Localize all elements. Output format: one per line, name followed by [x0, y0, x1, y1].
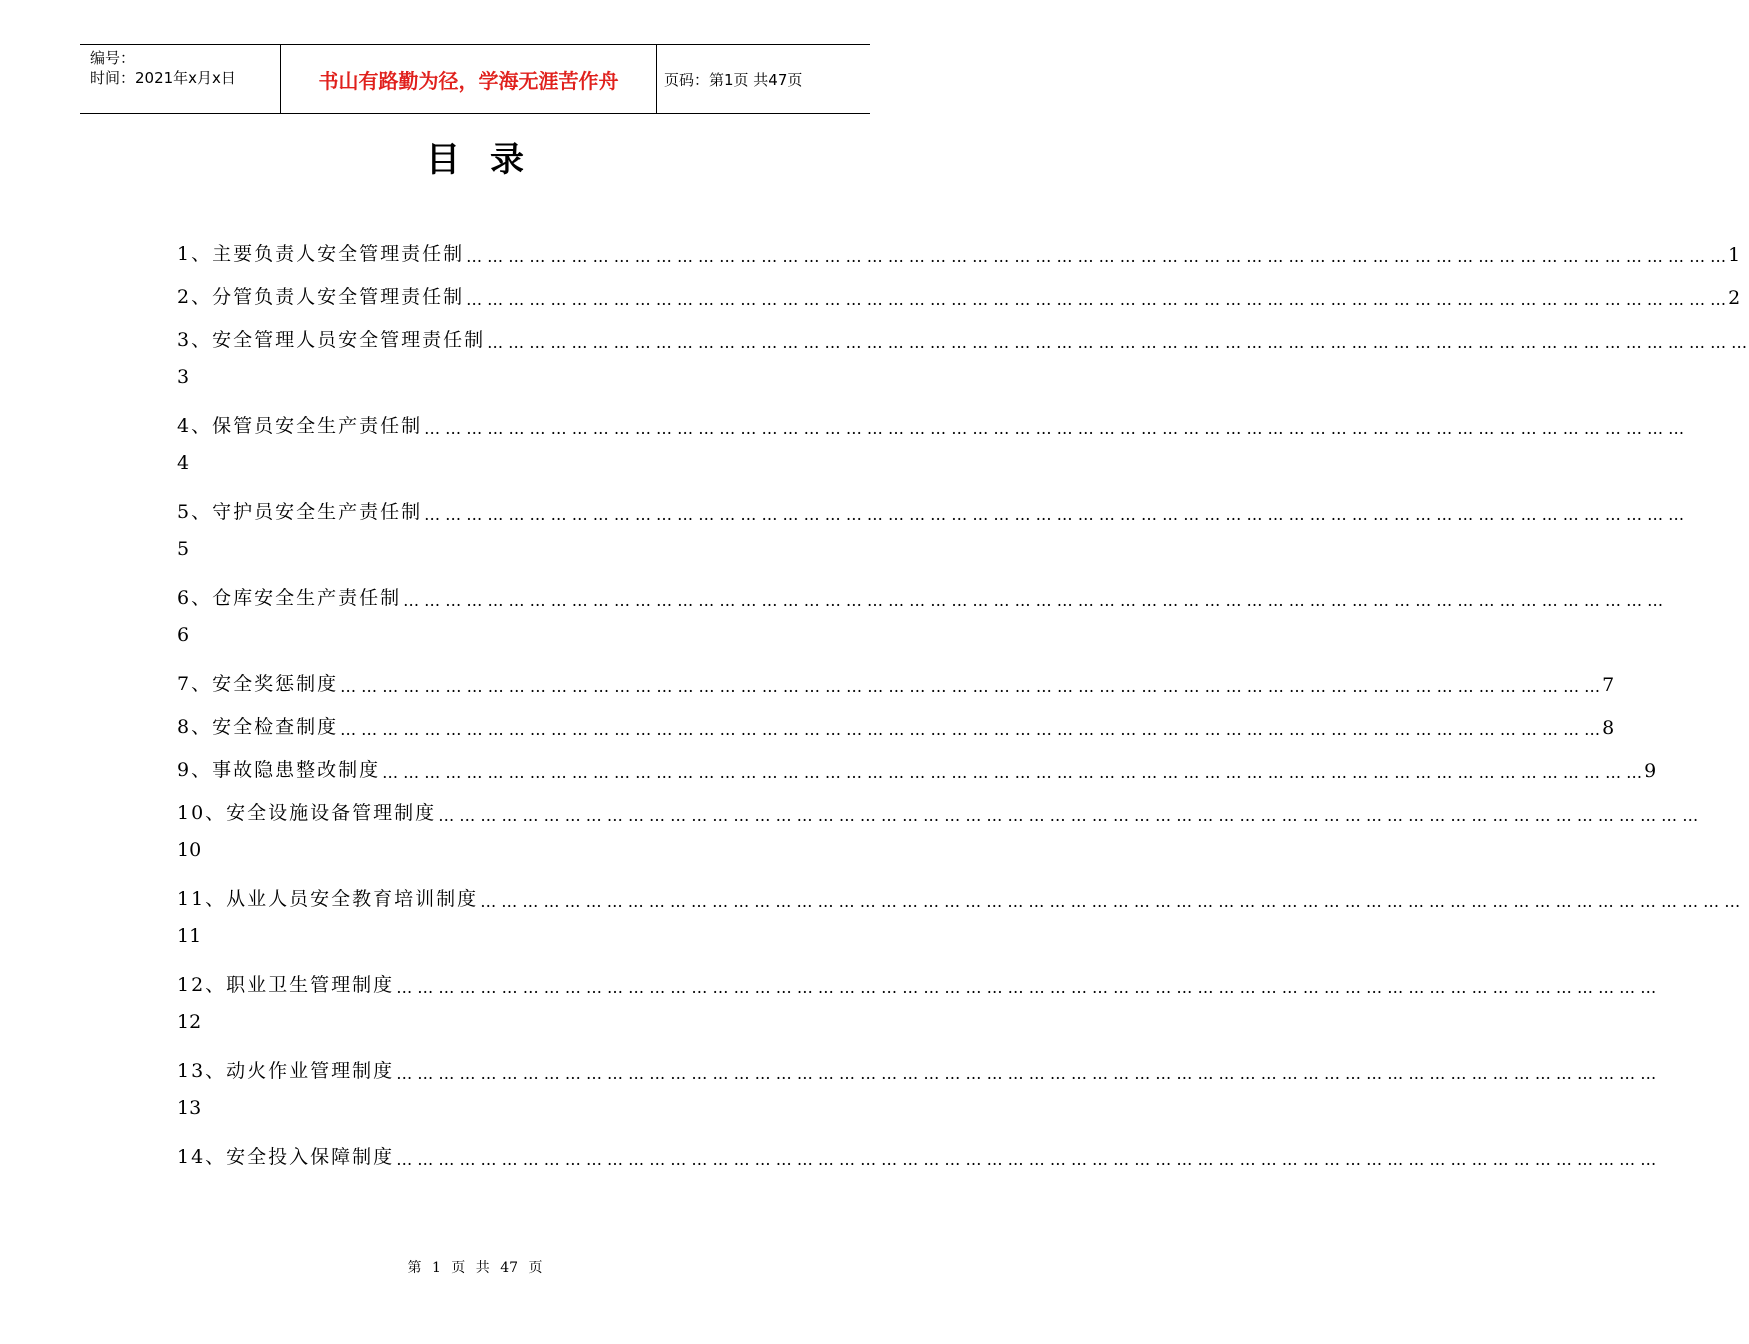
toc-entry[interactable]	[177, 881, 1741, 911]
toc-entry-page: 7	[1602, 674, 1615, 696]
toc-leader-dots: … … … … … … … … … … … … … … … … … … … … … … … … … … … … … … … … … … … … … … … … … … … … … … … … … … … … … … … … … … … …	[424, 419, 1685, 438]
toc-entry-label: 5、守护员安全生产责任制	[177, 501, 423, 523]
toc-entry[interactable]	[177, 408, 1685, 438]
toc-entry[interactable]	[177, 752, 1657, 782]
toc-entry-page: 6	[177, 624, 190, 646]
toc-entry-page: 10	[177, 839, 202, 861]
toc-entry-label: 4、保管员安全生产责任制	[177, 415, 423, 437]
toc-entry[interactable]	[177, 1053, 1657, 1083]
toc-leader-dots: … … … … … … … … … … … … … … … … … … … … … … … … … … … … … … … … … … … … … … … … … … … … … … … … … … … … … … … … … … … …	[396, 978, 1657, 997]
toc-entry-label: 12、职业卫生管理制度	[177, 974, 395, 996]
toc-entry-page: 2	[1728, 287, 1741, 309]
toc-entry[interactable]	[177, 709, 1615, 739]
toc-leader-dots: … … … … … … … … … … … … … … … … … … … … … … … … … … … … … … … … … … … … … … … … … … … … … … … … … … … … … … … … … … … …	[403, 591, 1664, 610]
toc-leader-dots: … … … … … … … … … … … … … … … … … … … … … … … … … … … … … … … … … … … … … … … … … … … … … … … … … … … … … … … … … … … …	[340, 720, 1601, 739]
toc-entry-page: 4	[177, 452, 190, 474]
toc-entry[interactable]	[177, 322, 1748, 352]
toc-leader-dots: … … … … … … … … … … … … … … … … … … … … … … … … … … … … … … … … … … … … … … … … … … … … … … … … … … … … … … … … … … … …	[466, 247, 1727, 266]
toc-entry-page: 8	[1602, 717, 1615, 739]
toc-entry-label: 2、分管负责人安全管理责任制	[177, 286, 465, 308]
toc-entry[interactable]	[177, 279, 1741, 309]
toc-entry-label: 11、从业人员安全教育培训制度	[177, 888, 479, 910]
header-motto: 书山有路勤为径，学海无涯苦作舟	[280, 45, 657, 113]
toc-entry-label: 14、安全投入保障制度	[177, 1146, 395, 1168]
page-footer: 第 1 页 共 47 页	[407, 1260, 543, 1276]
toc-leader-dots: … … … … … … … … … … … … … … … … … … … … … … … … … … … … … … … … … … … … … … … … … … … … … … … … … … … … … … … … … … … …	[396, 1150, 1657, 1169]
toc-entry[interactable]	[177, 494, 1685, 524]
toc-entry[interactable]	[177, 666, 1615, 696]
toc-entry[interactable]	[177, 236, 1741, 266]
toc-leader-dots: … … … … … … … … … … … … … … … … … … … … … … … … … … … … … … … … … … … … … … … … … … … … … … … … … … … … … … … … … … … …	[487, 333, 1748, 352]
toc-leader-dots: … … … … … … … … … … … … … … … … … … … … … … … … … … … … … … … … … … … … … … … … … … … … … … … … … … … … … … … … … … … …	[396, 1064, 1657, 1083]
doc-number-label: 编号：	[90, 49, 136, 67]
toc-leader-dots: … … … … … … … … … … … … … … … … … … … … … … … … … … … … … … … … … … … … … … … … … … … … … … … … … … … … … … … … … … … …	[466, 290, 1727, 309]
toc-entry-page: 9	[1644, 760, 1657, 782]
header-page-info: 页码：第1页 共47页	[664, 70, 803, 89]
toc-entry-page: 13	[177, 1097, 202, 1119]
toc-entry[interactable]	[177, 795, 1699, 825]
toc-entry[interactable]	[177, 967, 1657, 997]
doc-time-label: 时间：2021年x月x日	[90, 69, 236, 87]
toc-entry-label: 1、主要负责人安全管理责任制	[177, 243, 465, 265]
toc-leader-dots: … … … … … … … … … … … … … … … … … … … … … … … … … … … … … … … … … … … … … … … … … … … … … … … … … … … … … … … … … … … …	[340, 677, 1601, 696]
toc-entry-label: 8、安全检查制度	[177, 716, 339, 738]
toc-entry-page: 11	[177, 925, 202, 947]
toc-entry-label: 3、安全管理人员安全管理责任制	[177, 329, 486, 351]
toc-leader-dots: … … … … … … … … … … … … … … … … … … … … … … … … … … … … … … … … … … … … … … … … … … … … … … … … … … … … … … … … … … … …	[382, 763, 1643, 782]
toc-entry-page: 1	[1728, 244, 1741, 266]
toc-entry[interactable]	[177, 580, 1664, 610]
header-left-cell	[80, 45, 280, 113]
toc-entry-label: 6、仓库安全生产责任制	[177, 587, 402, 609]
page-header	[80, 44, 870, 114]
page-title: 目录	[426, 140, 554, 180]
toc-entry-page: 3	[177, 366, 190, 388]
toc-entry-label: 7、安全奖惩制度	[177, 673, 339, 695]
toc-leader-dots: … … … … … … … … … … … … … … … … … … … … … … … … … … … … … … … … … … … … … … … … … … … … … … … … … … … … … … … … … … … …	[438, 806, 1699, 825]
toc-entry-page: 5	[177, 538, 190, 560]
toc-entry-page: 12	[177, 1011, 202, 1033]
toc-entry-label: 9、事故隐患整改制度	[177, 759, 381, 781]
toc-leader-dots: … … … … … … … … … … … … … … … … … … … … … … … … … … … … … … … … … … … … … … … … … … … … … … … … … … … … … … … … … … … …	[480, 892, 1741, 911]
toc-entry[interactable]	[177, 1139, 1657, 1169]
toc-entry-label: 10、安全设施设备管理制度	[177, 802, 437, 824]
toc-entry-label: 13、动火作业管理制度	[177, 1060, 395, 1082]
toc-leader-dots: … … … … … … … … … … … … … … … … … … … … … … … … … … … … … … … … … … … … … … … … … … … … … … … … … … … … … … … … … … … …	[424, 505, 1685, 524]
